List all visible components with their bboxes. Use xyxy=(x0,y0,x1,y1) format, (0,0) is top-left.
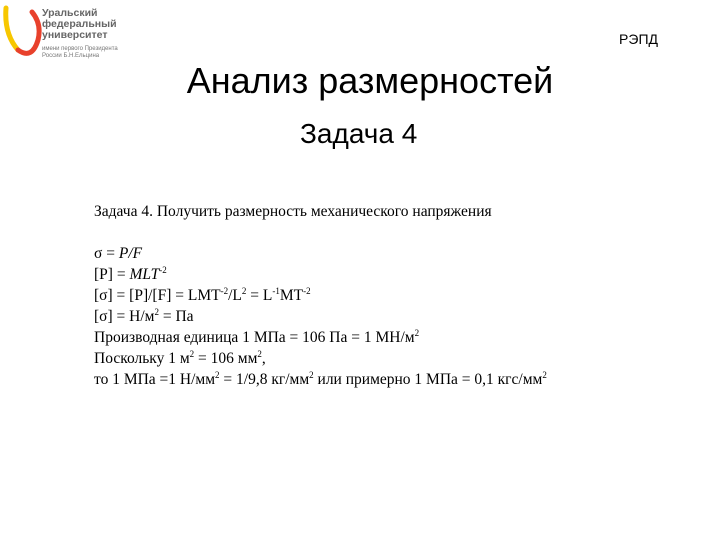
f3-part-a: [σ] = [P]/[F] = LMT xyxy=(94,287,221,304)
f3-exp-1: -2 xyxy=(220,286,229,296)
header-tag: РЭПД xyxy=(619,31,658,47)
l5-part-a: Производная единица 1 МПа = 106 Па = 1 МН/м xyxy=(94,329,415,346)
l6-exp-1: 2 xyxy=(189,349,195,359)
f4-part-a: [σ] = Н/м xyxy=(94,308,155,325)
p-over-f: P/F xyxy=(118,245,143,262)
l7-part-a: то 1 МПа =1 Н/мм xyxy=(94,371,216,388)
logo-line-2: федеральный xyxy=(42,18,117,30)
urfu-logo-mark-icon xyxy=(2,4,42,62)
sigma-symbol: σ xyxy=(94,245,103,262)
slide-body xyxy=(94,201,694,390)
f3-exp-2: 2 xyxy=(241,286,247,296)
l7-exp-1: 2 xyxy=(215,370,220,380)
l6-part-b: = 106 мм xyxy=(194,350,258,367)
logo-sub-line-2: России Б.Н.Ельцина xyxy=(42,53,100,59)
formula-stress-dimension xyxy=(94,285,694,306)
formula-stress-units xyxy=(94,306,694,327)
exp: -2 xyxy=(159,265,167,275)
logo-text xyxy=(42,8,117,41)
slide-title: Анализ размерностей xyxy=(186,60,554,101)
l7-part-b: = 1/9,8 кг/мм xyxy=(219,371,310,388)
logo-subtext xyxy=(42,46,118,60)
f4-part-b: = Па xyxy=(158,308,194,325)
l6-part-a: Поскольку 1 м xyxy=(94,350,190,367)
formula-stress-definition xyxy=(94,243,694,264)
f3-part-c: = L xyxy=(246,287,273,304)
f3-exp-4: -2 xyxy=(303,286,311,296)
slide-subtitle: Задача 4 xyxy=(300,118,418,149)
logo-line-3: университет xyxy=(42,29,108,41)
f3-part-d: MT xyxy=(279,287,304,304)
equals: = xyxy=(102,245,119,262)
f3-exp-3: -1 xyxy=(272,286,280,296)
logo-sub-line-1: имени первого Президента xyxy=(42,46,118,52)
l7-part-c: или примерно 1 МПа = 0,1 кгс/мм xyxy=(313,371,543,388)
derived-unit-line xyxy=(94,327,694,348)
formula-force-dimension xyxy=(94,264,694,285)
f4-exp-1: 2 xyxy=(154,307,159,317)
l6-exp-2: 2 xyxy=(257,349,262,359)
mlt: MLT xyxy=(129,266,160,283)
l5-exp-1: 2 xyxy=(414,328,420,338)
f3-part-b: /L xyxy=(228,287,242,304)
task-statement: Задача 4. Получить размерность механического напряжения xyxy=(94,203,492,220)
logo-line-1: Уральский xyxy=(42,7,98,19)
l7-exp-2: 2 xyxy=(309,370,314,380)
force-lhs: [P] = xyxy=(94,266,130,283)
l7-exp-3: 2 xyxy=(542,370,547,380)
l6-part-c: , xyxy=(261,350,266,367)
conversion-line xyxy=(94,348,694,369)
ural-university-logo xyxy=(2,4,132,64)
result-line xyxy=(94,369,694,390)
